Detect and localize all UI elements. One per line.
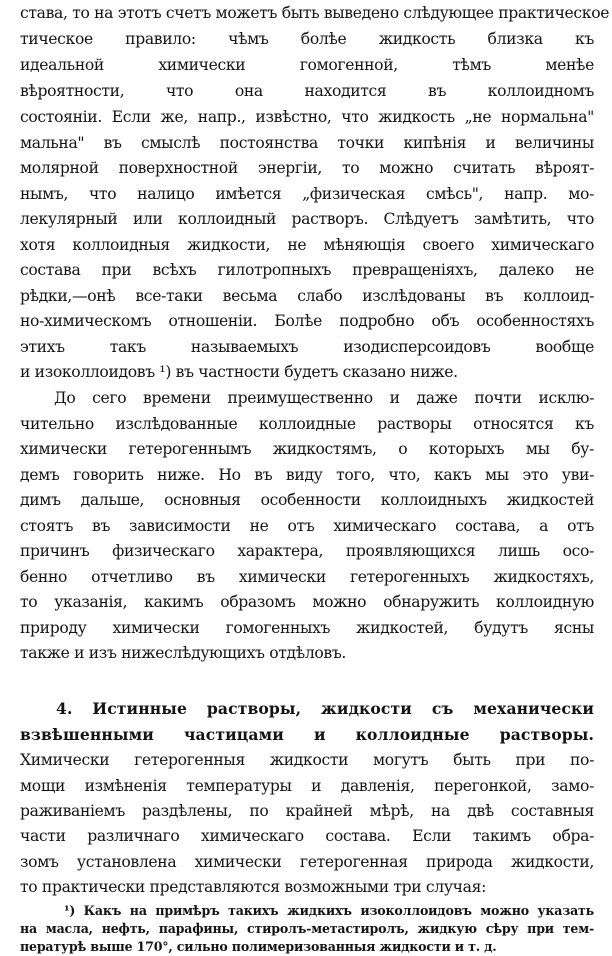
footnote-line: ¹) Какъ на примѣръ такихъ жидкихъ изоколлоидовъ можно указать bbox=[64, 903, 594, 918]
text-line: состава при всѣхъ гилотропныхъ превращеніяхъ, далеко не bbox=[20, 261, 594, 279]
text-line: Химически гетерогенныя жидкости могутъ быть при по- bbox=[20, 751, 594, 769]
text-line: идеальной химически гомогенной, тѣмъ менѣе bbox=[20, 56, 594, 74]
section-heading-line: взвѣшенными частицами и коллоидные растворы. bbox=[20, 725, 594, 744]
text-line: димъ дальше, основныя особенности коллоидныхъ жидкостей bbox=[20, 491, 594, 509]
text-line: демъ говорить ниже. Но въ виду того, что, какъ мы это уви- bbox=[20, 466, 594, 484]
text-line: хотя коллоидныя жидкости, не мѣняющія своего химическаго bbox=[20, 236, 594, 254]
text-line: лекулярный или коллоидный растворъ. Слѣдуетъ замѣтить, что bbox=[20, 210, 594, 228]
section-heading-line: 4. Истинные растворы, жидкости съ механически bbox=[56, 699, 594, 718]
footnote-line: на масла, нефть, парафины, стиролъ-метастиролъ, жидкую сѣру при тем- bbox=[20, 921, 594, 936]
text-line: части различнаго химическаго состава. Если такимъ обра- bbox=[20, 827, 594, 845]
text-line: мощи измѣненія температуры и давленія, перегонкой, замо- bbox=[20, 777, 594, 795]
text-line: причинъ физическаго характера, проявляющихся лишь осо- bbox=[20, 542, 594, 560]
text-line: также и изъ нижеслѣдующихъ отдѣловъ. bbox=[20, 644, 347, 662]
footnote-line: пературѣ выше 170°, сильно полимеризованныя жидкости и т. д. bbox=[20, 939, 497, 954]
text-line: природу химически гомогенныхъ жидкостей, будутъ ясны bbox=[20, 619, 594, 637]
text-line: зомъ установлена химически гетерогенная природа жидкости, bbox=[20, 853, 594, 871]
text-line: тическое правило: чѣмъ болѣе жидкость близка къ bbox=[20, 30, 594, 48]
text-line: чительно изслѣдованные коллоидные растворы относятся къ bbox=[20, 415, 594, 433]
text-line: но-химическомъ отношеніи. Болѣе подробно объ особенностяхъ bbox=[20, 312, 594, 330]
text-line: става, то на этотъ счетъ можетъ быть выведено слѣдующее практическое bbox=[20, 4, 610, 22]
text-line: мальна" въ смыслѣ постоянства точки кипѣнія и величины bbox=[20, 134, 594, 152]
text-line: вѣроятности, что она находится въ коллоидномъ bbox=[20, 82, 594, 100]
text-line: стоятъ въ зависимости не отъ химическаго состава, а отъ bbox=[20, 517, 594, 535]
text-line: химически гетерогеннымъ жидкостямъ, о которыхъ мы бу- bbox=[20, 440, 594, 458]
text-line: До сего времени преимущественно и даже почти исклю- bbox=[54, 389, 594, 407]
text-line: нымъ, что налицо имѣется „физическая смѣсь", напр. мо- bbox=[20, 185, 594, 203]
text-line: молярной поверхностной энергіи, то можно считать вѣроят- bbox=[20, 159, 594, 177]
text-line: то практически представляются возможными три случая: bbox=[20, 878, 486, 896]
text-line: бенно отчетливо въ химически гетерогенныхъ жидкостяхъ, bbox=[20, 568, 594, 586]
text-line: этихъ такъ называемыхъ изодисперсоидовъ вообще bbox=[20, 338, 594, 356]
text-line: и изоколлоидовъ ¹) въ частности будетъ сказано ниже. bbox=[20, 363, 458, 381]
text-line: раживаніемъ раздѣлены, по крайней мѣрѣ, на двѣ составныя bbox=[20, 802, 594, 820]
text-line: состоянiи. Если же, напр., извѣстно, что жидкость „не нормальна" bbox=[20, 108, 594, 126]
text-line: рѣдки,—онѣ все-таки весьма слабо изслѣдованы въ коллоид- bbox=[20, 287, 594, 305]
text-line: то указанія, какимъ образомъ можно обнаружить коллоидную bbox=[20, 593, 594, 611]
